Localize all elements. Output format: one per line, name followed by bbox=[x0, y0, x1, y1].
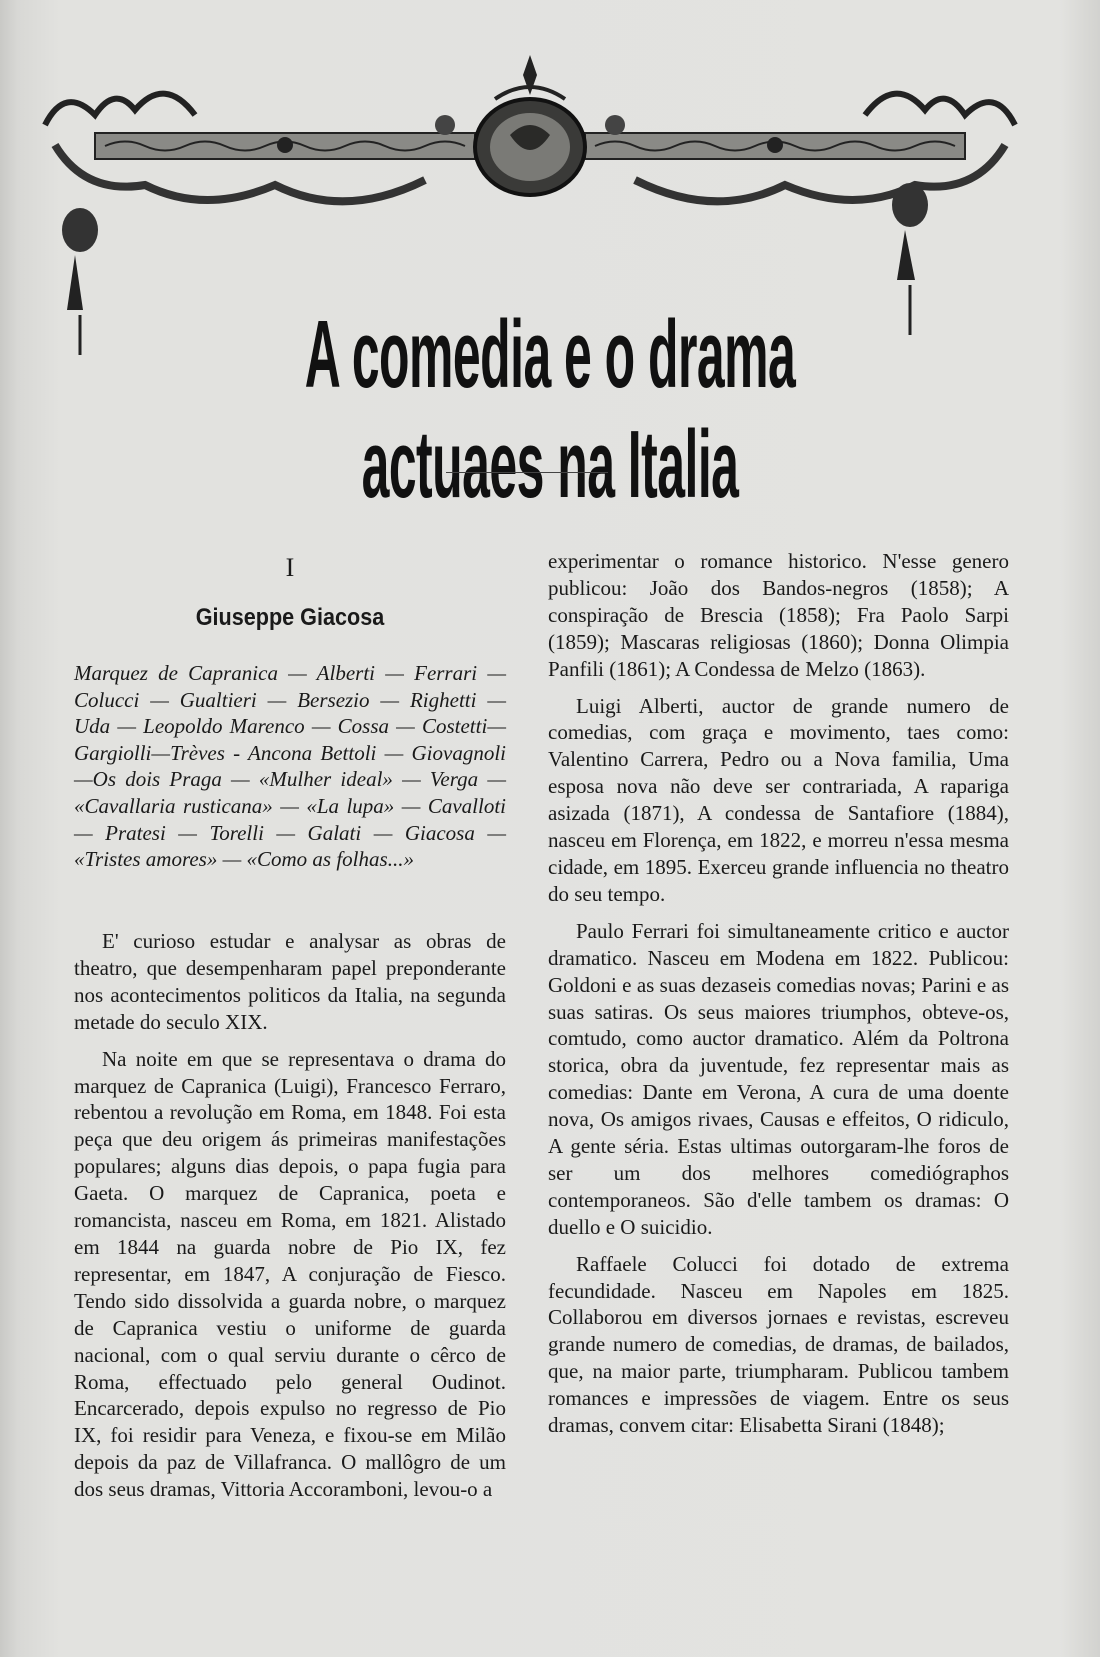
paragraph: Luigi Alberti, auctor de grande numero de comedias, com graça e movimento, taes como: Valentino Carrera, Pedro ou a Nova familia, Uma esposa nova não deve ser contrariada, A rapariga asizada (1871), A condessa de Santafiore (1884), nasceu em Florença, em 1822, e morreu n'essa mesma cidade, em 1895. Exerceu grande influencia no theatro do seu tempo. bbox=[548, 693, 1009, 906]
title-divider bbox=[446, 472, 608, 473]
section-heading: Giuseppe Giacosa bbox=[195, 604, 385, 631]
paragraph: Na noite em que se representava o drama do marquez de Capranica (Luigi), Francesco Ferraro, rebentou a revolução em Roma, em 1848. Foi esta peça que deu origem ás primeiras manifestações populares; alguns dias depois, o papa fugia para Gaeta. O marquez de Capranica, poeta e romancista, nasceu em Roma, em 1821. Alistado em 1844 na guarda nobre de Pio IX, fez representar, em 1847, A conjuração de Fiesco. Tendo sido dissolvida a guarda nobre, o marquez de Capranica vestiu o uniforme de guarda nacional, com o qual serviu durante o cêrco de Roma, effectuado pelo general Oudinot. Encarcerado, depois expulso no regresso de Pio IX, foi residir para Veneza, e fixou-se em Milão depois da paz de Villafranca. O mallôgro de um dos seus dramas, Vittoria Accoramboni, levou-o a bbox=[74, 1046, 506, 1502]
paragraph: E' curioso estudar e analysar as obras de theatro, que desempenharam papel preponderante nos acontecimentos politicos da Italia, na segunda metade do seculo XIX. bbox=[74, 929, 506, 1034]
right-column bbox=[548, 548, 1009, 1449]
paragraph: Paulo Ferrari foi simultaneamente critico e auctor dramatico. Nasceu em Modena em 1822. Publicou: Goldoni e as suas dezaseis comedias novas; Parini e as suas satiras. Os seus maiores triumphos, obteve-os, comtudo, como auctor dramatico. Além da Poltrona storica, obra da juventude, fez representar mais as comedias: Dante em Verona, A cura de uma doente nova, Os amigos rivaes, Causas e effeitos, O ridiculo, A gente séria. Estas ultimas outorgaram-lhe foros de ser um dos melhores comediógraphos contemporaneos. São d'elle tambem os dramas: O duello e O suicidio. bbox=[548, 918, 1009, 1239]
paragraph: experimentar o romance historico. N'esse genero publicou: João dos Bandos-negros (1858); A conspiração de Brescia (1858); Fra Paolo Sarpi (1859); Mascaras religiosas (1860); Donna Olimpia Panfili (1861); A Condessa de Melzo (1863). bbox=[548, 549, 1009, 681]
left-column bbox=[74, 928, 506, 1513]
section-summary: Marquez de Capranica — Alberti — Ferrari — Colucci — Gualtieri — Bersezio — Righetti — Uda — Leopoldo Marenco — Cossa — Costetti—Gargiolli—Trèves - Ancona Bettoli — Giovagnoli —Os dois Praga — «Mulher ideal» — Verga — «Cavallaria rusticana» — «La lupa» — Cavalloti — Pratesi — Torelli — Galati — Giacosa — «Tristes amores» — «Como as folhas...» bbox=[74, 661, 506, 872]
paragraph: Raffaele Colucci foi dotado de extrema fecundidade. Nasceu em Napoles em 1825. Collaborou em diversos jornaes e revistas, escreveu grande numero de comedias, de dramas, de bailados, que, na maior parte, triumpharam. Publicou tambem romances e impressões de viagem. Entre os seus dramas, convem citar: Elisabetta Sirani (1848); bbox=[548, 1251, 1009, 1438]
section-number: I bbox=[285, 553, 295, 582]
page-title: A comedia e o drama actuaes na Italia bbox=[304, 301, 796, 518]
